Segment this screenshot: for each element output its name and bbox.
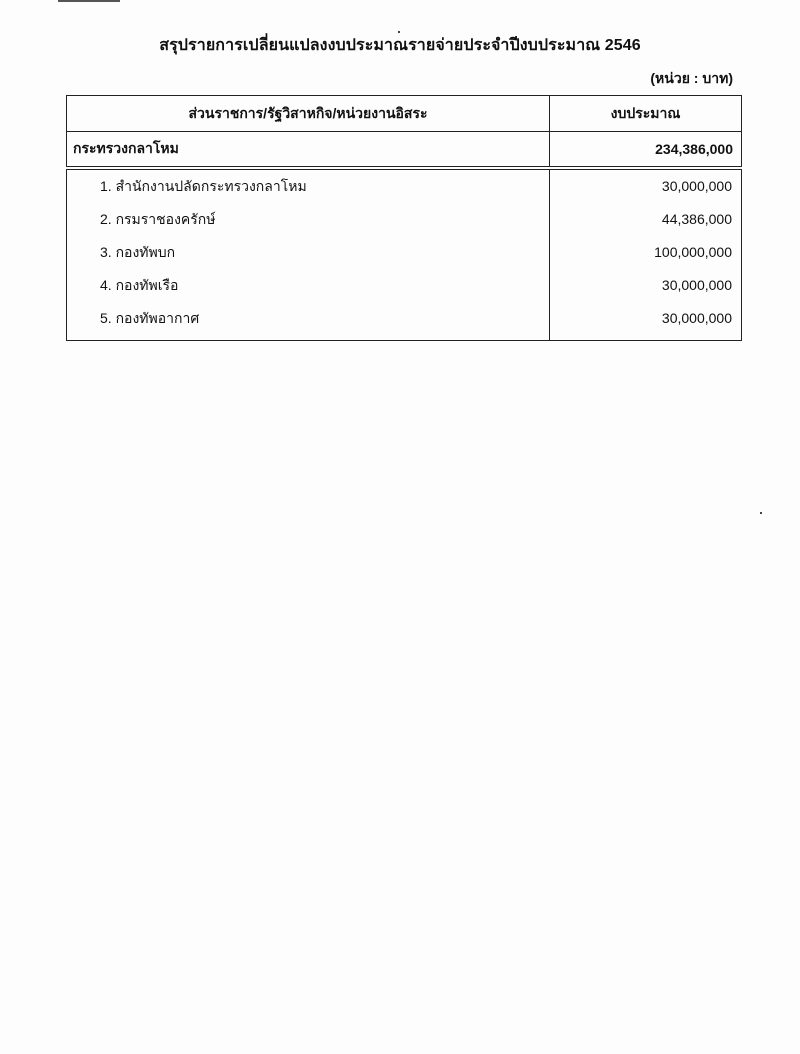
item-amount: 44,386,000 (661, 211, 732, 227)
item-name: 4. กองทัพเรือ (100, 277, 179, 293)
item-name: 5. กองทัพอากาศ (100, 310, 200, 326)
item-name: 1. สำนักงานปลัดกระทรวงกลาโหม (100, 178, 307, 194)
scan-artifact-line (58, 0, 120, 2)
item-amount: 100,000,000 (654, 244, 732, 260)
table-header-row (67, 96, 742, 132)
item-amount: 30,000,000 (661, 310, 732, 326)
items-row (67, 168, 742, 341)
item-name: 3. กองทัพบก (100, 244, 176, 260)
unit-note: (หน่วย : บาท) (650, 70, 733, 86)
ministry-row (67, 132, 742, 169)
budget-table (66, 95, 742, 341)
document-title: สรุปรายการเปลี่ยนแปลงงบประมาณรายจ่ายประจำปีงบประมาณ 2546 (159, 37, 641, 54)
ministry-amount: 234,386,000 (550, 132, 742, 169)
header-budget: งบประมาณ (550, 96, 742, 132)
scan-speck (760, 512, 762, 514)
item-amount: 30,000,000 (661, 277, 732, 293)
items-amounts-cell (550, 168, 742, 341)
header-agency: ส่วนราชการ/รัฐวิสาหกิจ/หน่วยงานอิสระ (67, 96, 550, 132)
item-amount: 30,000,000 (661, 178, 732, 194)
ministry-name: กระทรวงกลาโหม (67, 132, 550, 169)
item-name: 2. กรมราชองครักษ์ (100, 211, 216, 227)
items-names-cell (67, 168, 550, 341)
